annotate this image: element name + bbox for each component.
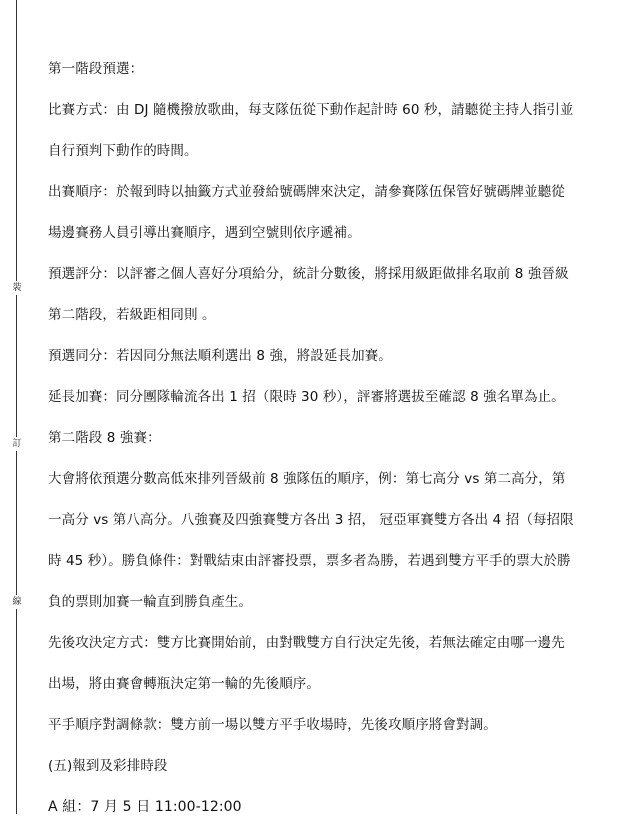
attack-order-text-cont: 出場，將由賽會轉瓶決定第一輪的先後順序。 bbox=[48, 676, 320, 692]
match-format-text: 比賽方式：由 DJ 隨機撥放歌曲，每支隊伍從下動作起計時 60 秒，請聽從主持人指引並 bbox=[48, 102, 574, 118]
binding-mark-xian: 線 bbox=[9, 595, 25, 609]
group-a-schedule: A 組：7 月 5 日 11:00-12:00 bbox=[48, 799, 242, 815]
stage-two-heading: 第二階段 8 強賽： bbox=[48, 430, 161, 446]
checkin-heading: (五)報到及彩排時段 bbox=[48, 758, 168, 774]
stage-two-text-cont-3: 負的票則加賽一輪直到勝負產生。 bbox=[48, 594, 252, 610]
scoring-text-cont: 第二階段，若級距相同則 。 bbox=[48, 307, 216, 323]
extension-text: 延長加賽：同分團隊輪流各出 1 招（限時 30 秒），評審將選拔至確認 8 強名單為止。 bbox=[48, 389, 565, 405]
order-text-cont: 場邊賽務人員引導出賽順序，遇到空號則依序遞補。 bbox=[48, 225, 361, 241]
scoring-text: 預選評分：以評審之個人喜好分項給分，統計分數後，將採用級距做排名取前 8 強晉級 bbox=[48, 266, 569, 282]
tie-text: 預選同分：若因同分無法順利選出 8 強，將設延長加賽。 bbox=[48, 348, 392, 364]
order-text: 出賽順序：於報到時以抽籤方式並發給號碼牌來決定，請參賽隊伍保管好號碼牌並聽從 bbox=[48, 184, 565, 200]
binding-mark-ding: 訂 bbox=[9, 437, 25, 451]
match-format-text-cont: 自行預判下動作的時間。 bbox=[48, 143, 198, 159]
document-body bbox=[48, 57, 574, 836]
stage-one-heading: 第一階段預選： bbox=[48, 61, 144, 77]
attack-order-text: 先後攻決定方式：雙方比賽開始前，由對戰雙方自行決定先後，若無法確定由哪一邊先 bbox=[48, 635, 565, 651]
binding-line bbox=[16, 0, 17, 814]
binding-mark-zhuang: 裝 bbox=[9, 281, 25, 295]
stage-two-text-cont-2: 時 45 秒）。勝負條件：對戰結束由評審投票，票多者為勝，若遇到雙方平手的票大於勝 bbox=[48, 553, 571, 569]
tie-swap-text: 平手順序對調條款：雙方前一場以雙方平手收場時，先後攻順序將會對調。 bbox=[48, 717, 497, 733]
stage-two-text-cont-1: 一高分 vs 第八高分。八強賽及四強賽雙方各出 3 招， 冠亞軍賽雙方各出 4 招（每招限 bbox=[48, 512, 574, 528]
stage-two-text: 大會將依預選分數高低來排列晉級前 8 強隊伍的順序，例：第七高分 vs 第二高分，第 bbox=[48, 471, 566, 487]
